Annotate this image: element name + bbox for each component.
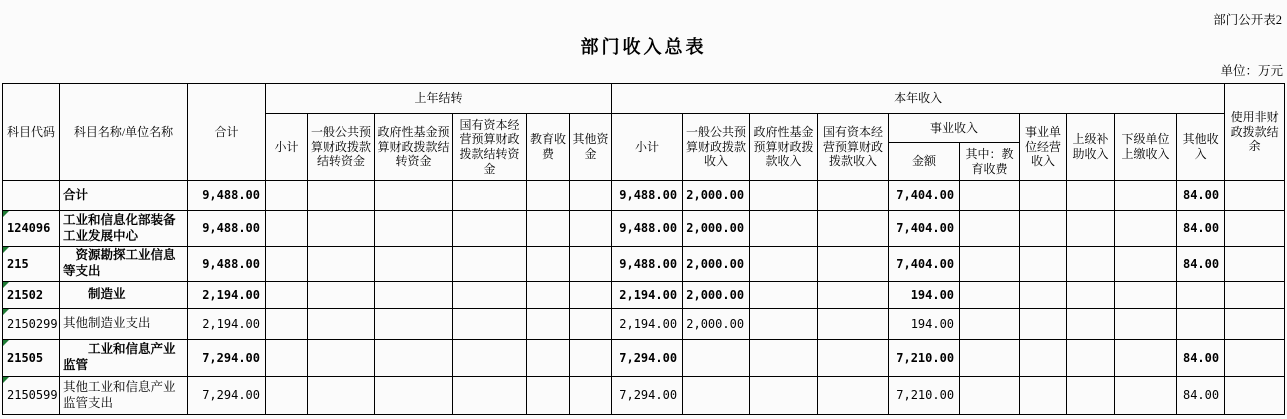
other_income-cell [1177,282,1225,309]
other_income-cell: 84.00 [1177,247,1225,282]
biz_op-cell [1020,340,1067,377]
excel-error-triangle-icon [3,247,9,253]
py_other-cell [570,377,612,415]
col-header-other-income: 其他收入 [1177,114,1225,181]
career_amount-cell: 7,404.00 [889,211,960,247]
cy_subtotal-cell: 9,488.00 [612,211,683,247]
total-cell: 7,294.00 [188,377,266,415]
table-row [3,247,1285,282]
career_edu-cell [960,340,1020,377]
page-title: 部门收入总表 [580,37,707,57]
other_income-cell: 84.00 [1177,377,1225,415]
py_statecap-cell [453,247,527,282]
code-cell [3,181,60,211]
career_edu-cell [960,247,1020,282]
table-row [3,340,1285,377]
career_amount-cell: 7,404.00 [889,181,960,211]
excel-error-triangle-icon [3,309,9,315]
py_govfund-cell [375,181,453,211]
lower-cell [1115,181,1177,211]
table-header [3,84,1285,181]
cy_govfund-cell [750,377,818,415]
py_statecap-cell [453,282,527,309]
superior-cell [1067,282,1115,309]
career_amount-cell: 194.00 [889,309,960,340]
biz_op-cell [1020,247,1067,282]
py_statecap-cell [453,377,527,415]
py_edu-cell [527,247,570,282]
table-row [3,181,1285,211]
non_fiscal-cell [1225,340,1285,377]
py_statecap-cell [453,211,527,247]
total-cell: 9,488.00 [188,247,266,282]
cy_subtotal-cell: 2,194.00 [612,282,683,309]
py_edu-cell [527,340,570,377]
py_statecap-cell [453,181,527,211]
lower-cell [1115,377,1177,415]
lower-cell [1115,211,1177,247]
superior-cell [1067,377,1115,415]
table-row [3,211,1285,247]
py_other-cell [570,211,612,247]
py_govfund-cell [375,211,453,247]
name-cell: 制造业 [60,282,188,309]
col-header-cy-subtotal: 小计 [612,114,683,181]
col-header-py-gov-fund: 政府性基金预算财政拨款结转资金 [375,114,453,181]
code-cell: 21502 [3,282,60,309]
cy_general-cell: 2,000.00 [683,309,750,340]
non_fiscal-cell [1225,282,1285,309]
py_subtotal-cell [266,309,308,340]
py_govfund-cell [375,340,453,377]
cy_subtotal-cell: 9,488.00 [612,181,683,211]
col-header-subject-code: 科目代码 [3,84,60,181]
biz_op-cell [1020,211,1067,247]
superior-cell [1067,181,1115,211]
cy_general-cell [683,340,750,377]
cy_general-cell [683,377,750,415]
non_fiscal-cell [1225,247,1285,282]
non_fiscal-cell [1225,211,1285,247]
superior-cell [1067,211,1115,247]
cy_govfund-cell [750,247,818,282]
name-cell: 合计 [60,181,188,211]
superior-cell [1067,247,1115,282]
py_other-cell [570,340,612,377]
table-body [3,181,1285,415]
total-cell: 7,294.00 [188,340,266,377]
col-header-business-operation-income: 事业单位经营收入 [1020,114,1067,181]
py_other-cell [570,181,612,211]
lower-cell [1115,247,1177,282]
col-header-py-general-budget: 一般公共预算财政拨款结转资金 [308,114,375,181]
lower-cell [1115,340,1177,377]
excel-error-triangle-icon [3,282,9,288]
table-row [3,309,1285,340]
non_fiscal-cell [1225,377,1285,415]
py_edu-cell [527,181,570,211]
total-cell: 2,194.00 [188,309,266,340]
py_statecap-cell [453,309,527,340]
py_subtotal-cell [266,247,308,282]
col-header-cy-gov-fund: 政府性基金预算财政拨款收入 [750,114,818,181]
cy_govfund-cell [750,340,818,377]
col-header-cy-state-capital: 国有资本经营预算财政拨款收入 [818,114,889,181]
cy_statecap-cell [818,377,889,415]
py_edu-cell [527,282,570,309]
col-header-non-fiscal-balance: 使用非财政拨款结余 [1225,84,1285,181]
col-header-py-subtotal: 小计 [266,114,308,181]
col-header-py-state-capital: 国有资本经营预算财政拨款结转资金 [453,114,527,181]
col-header-py-education-fees: 教育收费 [527,114,570,181]
non_fiscal-cell [1225,181,1285,211]
col-group-current-year-income: 本年收入 [612,84,1225,114]
cy_govfund-cell [750,181,818,211]
superior-cell [1067,309,1115,340]
career_amount-cell: 7,210.00 [889,340,960,377]
doc-number-label: 部门公开表2 [1213,13,1282,27]
biz_op-cell [1020,377,1067,415]
py_other-cell [570,282,612,309]
cy_statecap-cell [818,181,889,211]
cy_general-cell: 2,000.00 [683,181,750,211]
career_edu-cell [960,211,1020,247]
py_statecap-cell [453,340,527,377]
name-cell: 其他工业和信息产业监管支出 [60,377,188,415]
cy_statecap-cell [818,309,889,340]
code-cell: 215 [3,247,60,282]
cy_statecap-cell [818,282,889,309]
total-cell: 2,194.00 [188,282,266,309]
total-cell: 9,488.00 [188,181,266,211]
name-cell: 其他制造业支出 [60,309,188,340]
code-cell: 124096 [3,211,60,247]
income-summary-table [2,83,1285,415]
cy_subtotal-cell: 7,294.00 [612,377,683,415]
py_general-cell [308,282,375,309]
cy_subtotal-cell: 9,488.00 [612,247,683,282]
py_govfund-cell [375,309,453,340]
cy_govfund-cell [750,282,818,309]
career_edu-cell [960,181,1020,211]
py_subtotal-cell [266,340,308,377]
name-cell: 资源勘探工业信息等支出 [60,247,188,282]
biz_op-cell [1020,309,1067,340]
py_subtotal-cell [266,377,308,415]
col-header-py-other-funds: 其他资金 [570,114,612,181]
career_edu-cell [960,309,1020,340]
col-header-career-amount: 金额 [889,143,960,181]
py_govfund-cell [375,282,453,309]
cy_subtotal-cell: 7,294.00 [612,340,683,377]
py_general-cell [308,181,375,211]
cy_govfund-cell [750,309,818,340]
py_subtotal-cell [266,282,308,309]
table-row [3,377,1285,415]
py_subtotal-cell [266,211,308,247]
py_subtotal-cell [266,181,308,211]
career_amount-cell: 7,210.00 [889,377,960,415]
biz_op-cell [1020,282,1067,309]
name-cell: 工业和信息产业监管 [60,340,188,377]
col-header-cy-general-budget: 一般公共预算财政拨款收入 [683,114,750,181]
cy_govfund-cell [750,211,818,247]
cy_statecap-cell [818,211,889,247]
other_income-cell: 84.00 [1177,181,1225,211]
col-header-subject-name: 科目名称/单位名称 [60,84,188,181]
excel-error-triangle-icon [3,340,9,346]
unit-label: 单位：万元 [1220,64,1283,78]
py_edu-cell [527,211,570,247]
name-cell: 工业和信息化部装备工业发展中心 [60,211,188,247]
code-cell: 21505 [3,340,60,377]
py_govfund-cell [375,247,453,282]
superior-cell [1067,340,1115,377]
lower-cell [1115,282,1177,309]
excel-error-triangle-icon [3,377,9,383]
table-row [3,282,1285,309]
career_edu-cell [960,282,1020,309]
other_income-cell: 84.00 [1177,340,1225,377]
lower-cell [1115,309,1177,340]
total-cell: 9,488.00 [188,211,266,247]
py_general-cell [308,340,375,377]
py_govfund-cell [375,377,453,415]
col-group-prev-year-carryover: 上年结转 [266,84,612,114]
py_general-cell [308,211,375,247]
code-cell: 2150299 [3,309,60,340]
career_amount-cell: 194.00 [889,282,960,309]
excel-error-triangle-icon [3,211,9,217]
col-header-lower-unit-remit-income: 下级单位上缴收入 [1115,114,1177,181]
col-group-career-income: 事业收入 [889,114,1020,143]
py_edu-cell [527,309,570,340]
career_amount-cell: 7,404.00 [889,247,960,282]
col-header-total: 合计 [188,84,266,181]
cy_subtotal-cell: 2,194.00 [612,309,683,340]
py_general-cell [308,377,375,415]
cy_statecap-cell [818,247,889,282]
code-cell: 2150599 [3,377,60,415]
py_general-cell [308,247,375,282]
cy_general-cell: 2,000.00 [683,282,750,309]
other_income-cell: 84.00 [1177,211,1225,247]
career_edu-cell [960,377,1020,415]
col-header-career-education-fees: 其中：教育收费 [960,143,1020,181]
non_fiscal-cell [1225,309,1285,340]
biz_op-cell [1020,181,1067,211]
py_other-cell [570,309,612,340]
py_edu-cell [527,377,570,415]
cy_statecap-cell [818,340,889,377]
cy_general-cell: 2,000.00 [683,247,750,282]
cy_general-cell: 2,000.00 [683,211,750,247]
py_other-cell [570,247,612,282]
col-header-superior-subsidy-income: 上级补助收入 [1067,114,1115,181]
other_income-cell [1177,309,1225,340]
py_general-cell [308,309,375,340]
